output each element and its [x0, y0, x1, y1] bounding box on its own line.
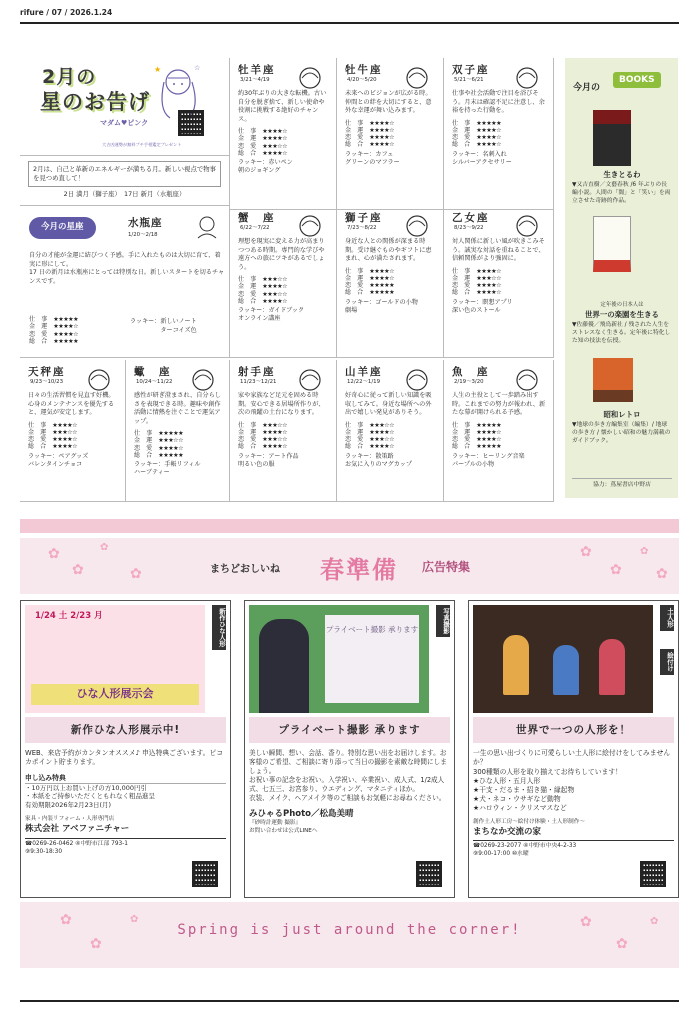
ad-2-biz: みひゃるPhoto／松島美晴 — [249, 808, 354, 819]
sign-lucky: ラッキー：アート作品 明るい色の服 — [238, 452, 299, 469]
intro-box — [20, 156, 230, 206]
sign-card — [230, 360, 337, 502]
sign-lucky: ラッキー：赤いペン 朝のジョギング — [238, 159, 293, 175]
book-1-desc: ▼又吉直樹／文藝春秋 /6 年ぶりの長編小説。人間の「闇」と「笑い」を両立させた奇跡的作品。 — [572, 182, 671, 204]
sign-card — [20, 360, 126, 502]
zodiac-icon — [290, 212, 330, 240]
ad-1-qr[interactable] — [192, 861, 218, 887]
sign-fortune: 仕 事 ★★★☆☆ 金 運 ★★★★☆ 恋 愛 ★★★☆☆ 総 合 ★★★★☆ — [238, 275, 288, 305]
sign-card — [337, 206, 444, 358]
ad-3-tag2: 絵付け — [660, 649, 674, 675]
sign-text: 身近な人との関係が深まる時期。受け継ぐものやギフトに恵まれ、心が満たされます。 — [345, 238, 432, 263]
ad-1-photo — [25, 605, 205, 713]
sign-text: 未来へのビジョンが広がる時。仲間との絆を大切にすると、意外な幸運が舞い込みます。 — [345, 90, 432, 115]
title-line1: 2月の — [42, 66, 97, 88]
intro-text: 2月は、自己と革新のエネルギーが満ちる月。新しい視点で物事を見つめ直して！ — [28, 161, 221, 187]
ad-1-photo-dates: 1/24 土 2/23 月 — [35, 611, 103, 621]
sign-dates: 9/23〜10/23 — [30, 379, 64, 386]
ad-3-title: 世界で一つの人形を！ — [473, 717, 674, 743]
sign-card — [126, 360, 230, 502]
book-3-title: 昭和レトロ — [603, 410, 641, 419]
author-name: マダム♥ピンク — [100, 119, 149, 127]
sign-card — [230, 58, 337, 210]
ad-1-title: 新作ひな人形展示中! — [25, 717, 226, 743]
banner-post: 広告特集 — [422, 560, 471, 574]
sign-text: 理想を現実に変える力が高まりつつある時期。専門的な学びや遠方への旅にツキがあるでしょう。 — [238, 238, 325, 271]
books-panel — [565, 58, 678, 498]
book-1-title: 生きとるわ — [603, 170, 641, 179]
zodiac-icon — [183, 366, 223, 394]
sign-dates: 2/19〜3/20 — [454, 379, 484, 386]
featured-fortune: 仕 事 ★★★★★ 金 運 ★★★★☆ 恋 愛 ★★★★☆ 総 合 ★★★★★ — [29, 316, 79, 345]
sign-text: 家や家族など足元を固める時期。安心できる居場所作りが、次の飛躍の土台になります。 — [238, 392, 325, 417]
ad-2-tel: お問い合わせは公式LINEへ — [249, 827, 318, 834]
sign-name: 獅子座 — [345, 212, 383, 224]
sign-dates: 8/23〜9/22 — [454, 225, 484, 232]
sign-lucky: ラッキー：ヒーリング音楽 パープルの小物 — [452, 452, 525, 469]
ad-3-biz: まちなか交流の家 — [473, 826, 542, 837]
sign-card — [230, 206, 337, 358]
ad-3-doll-a — [503, 635, 529, 695]
sign-lucky: ラッキー：ゴールドの小物 劇場 — [345, 298, 418, 315]
ad-doll[interactable] — [468, 600, 679, 898]
sign-dates: 11/23〜12/21 — [240, 379, 277, 386]
svg-text:☆: ☆ — [194, 64, 201, 72]
zodiac-icon — [507, 212, 547, 240]
ad-1-biz-small: 家具・内装リフォーム・人形専門店 — [25, 815, 115, 822]
featured-dates: 1/20〜2/18 — [128, 232, 158, 238]
zodiac-icon — [397, 64, 437, 92]
sign-fortune: 仕 事 ★★★★★ 金 運 ★★★★☆ 恋 愛 ★★★★☆ 総 合 ★★★★☆ — [452, 119, 502, 149]
footer-text: Spring is just around the corner! — [177, 922, 522, 938]
title-box — [20, 58, 230, 156]
sign-name: 魚 座 — [452, 366, 490, 378]
sign-name: 蠍 座 — [134, 366, 172, 378]
pink-band — [20, 519, 679, 533]
ad-3-doll-c — [599, 639, 625, 695]
ad-2-photo — [249, 605, 429, 713]
sign-text: 日々の生活習慣を見直す好機。心身のメンテナンスを優先すると、運気が安定します。 — [28, 392, 115, 417]
title-line2: 星のお告げ — [40, 90, 150, 114]
sign-text: 人生の主役として一歩踏み出す時。これまでの努力が報われ、新たな幕が開けられる予感。 — [452, 392, 546, 417]
zodiac-icon — [290, 366, 330, 394]
sign-fortune: 仕 事 ★★★★★ 金 運 ★★★☆☆ 恋 愛 ★★★★☆ 総 合 ★★★★★ — [134, 429, 184, 459]
sign-card — [444, 58, 554, 210]
sign-card — [337, 58, 444, 210]
sign-lucky: ラッキー：名刺入れ シルバーアクセサリー — [452, 150, 512, 167]
moon-dates: 2日 満月（獅子座） 17日 新月（水瓶座） — [63, 189, 186, 198]
spring-banner: ✿ ✿ ✿ ✿ ✿ ✿ ✿ ✿ まちどおしいね 春準備 広告特集 — [20, 538, 679, 594]
sign-dates: 4/20〜5/20 — [347, 77, 377, 84]
footer-rule — [20, 1000, 679, 1002]
sign-text: 仕事や社会活動で注目を浴びそう。月末は確認不足に注意し、余裕を持った行動を。 — [452, 90, 545, 115]
qr-code[interactable] — [178, 110, 204, 136]
zodiac-icon — [507, 64, 547, 92]
sign-name: 牡羊座 — [238, 64, 276, 76]
banner-pre: まちどおしいね — [210, 564, 280, 575]
zodiac-icon — [397, 212, 437, 240]
ad-3-tag: 土人形 — [660, 605, 674, 631]
sign-text: 感性が研ぎ澄まされ、自分らしさを表現できる時。趣味や創作活動に情熱を注ぐことで運気アップ。 — [134, 392, 221, 425]
books-credit: 協力：蔦屋書店中野店 — [572, 478, 672, 490]
ad-3-tel: ☎0269-23-2077 ④中野市中央4-2-33 ⑨9:00-17:00 ⑩水曜 — [473, 840, 674, 859]
sign-dates: 10/24〜11/22 — [136, 379, 173, 386]
sign-dates: 3/21〜4/19 — [240, 77, 270, 84]
ad-2-title: プライベート撮影 承ります — [249, 717, 450, 743]
ad-3-biz-small: 創作土人形工房〜絵付け体験・土人形制作〜 — [473, 819, 585, 826]
sign-name: 山羊座 — [345, 366, 383, 378]
zodiac-icon — [507, 366, 547, 394]
sign-text: 対人関係に新しい風が吹きこみそう。誠実な対話を重ねることで、信頼関係がより強固に。 — [452, 238, 545, 263]
banner-main: 春準備 — [320, 556, 398, 584]
featured-text: 自分の才能が金運に結びつく予感。手に入れたものは大切に育て、着実に形にして。 17 日の新月は水瓶座にとっては特別な日。新しいスタートを切るチャンスです。 — [29, 252, 225, 286]
ad-2-photo-person — [259, 619, 309, 713]
ad-2-photo-caption: プライベート撮影 承ります — [325, 615, 419, 703]
ad-photo[interactable] — [244, 600, 455, 898]
zodiac-icon — [290, 64, 330, 92]
ad-1-text: WEB、来店予約がカンタンオススメ♪ 申込特典ございます。ピコカポイント貯まります。 — [25, 749, 224, 767]
ad-1-tag: 新作ひな人形 — [212, 605, 226, 650]
book-cover-3 — [593, 358, 633, 402]
sign-fortune: 仕 事 ★★★☆☆ 金 運 ★★★★☆ 恋 愛 ★★★☆☆ 総 合 ★★★★☆ — [238, 421, 288, 451]
sign-lucky: ラッキー：カフェ グリーンのマフラー — [345, 150, 400, 167]
sign-dates: 12/22〜1/19 — [347, 379, 381, 386]
sign-name: 射手座 — [238, 366, 276, 378]
sign-dates: 7/23〜8/22 — [347, 225, 377, 232]
zodiac-icon — [397, 366, 437, 394]
sign-name: 牡牛座 — [345, 64, 383, 76]
ad-2-biz-small: 『砂時計運動 撮影』 — [249, 819, 302, 826]
ad-1-tel: ☎0269-26-0462 ④中野市江部 793-1 ⑨9:30-18:30 — [25, 838, 226, 857]
promo-text: 大吉凶運勢が無料プチ手相鑑定プレゼント — [102, 142, 182, 147]
featured-badge: 今月の星座 — [29, 217, 96, 239]
sign-fortune: 仕 事 ★★★★☆ 金 運 ★★★★☆ 恋 愛 ★★★★☆ 総 合 ★★★★☆ — [345, 119, 395, 149]
books-title-a: 今月の — [573, 83, 601, 93]
sign-fortune: 仕 事 ★★★★★ 金 運 ★★★★☆ 恋 愛 ★★★★☆ 総 合 ★★★★★ — [452, 421, 502, 451]
ad-1-photo-caption: ひな人形展示会 — [31, 684, 199, 705]
sign-card — [337, 360, 444, 502]
featured-sign — [20, 206, 230, 358]
ad-hina[interactable] — [20, 600, 231, 898]
ad-2-text: 美しい瞬間、想い、会話、香り。特別な思い出をお届けします。お客様のご希望、ご相談に寄り添って当日の撮影を素敵な時間にしましょう。 お祝い事の記念をお祝い。入学祝い、卒業祝い、成人式、1/2成人式、七五三、お宮参り、ウエディング、マタニティほか。 衣装、メイク、ヘアメイク等のご相談もお気軽にお尋ねください。 — [249, 749, 447, 802]
books-title-b: BOOKS — [613, 72, 661, 88]
ad-2-qr[interactable] — [416, 861, 442, 887]
ad-3-text: 一生の思い出づくりに可愛らしい土人形に絵付けをしてみませんか？ 300種類の人形を取り揃えてお待ちしています！ ★ひな人形・五月人形 ★干支・だるま・招き猫・縁起物 ★犬・ネコ・ウサギなど動物 ★ハロウィン・クリスマスなど — [473, 749, 671, 813]
sign-name: 天秤座 — [28, 366, 66, 378]
ad-2-tag: 写真撮影 — [436, 605, 450, 637]
sign-fortune: 仕 事 ★★★★☆ 金 運 ★★★☆☆ 恋 愛 ★★★★☆ 総 合 ★★★★☆ — [452, 267, 502, 297]
featured-lucky: ラッキー：新しいノート ターコイズ色 — [130, 318, 197, 334]
ad-1-biz: 株式会社 アベファニチャー — [25, 823, 130, 834]
sign-name: 蟹 座 — [238, 212, 276, 224]
ad-1-list: ・10万円以上お買い上げの方10,000円引 ・本紙をご持参いただくともれなく粗品進呈 有効期限2026年2月23日(月) — [25, 783, 155, 810]
book-2-sub: 定年後の日本人は — [600, 302, 644, 308]
ad-3-photo — [473, 605, 653, 713]
sign-fortune: 仕 事 ★★★★☆ 金 運 ★★★★☆ 恋 愛 ★★★☆☆ 総 合 ★★★★☆ — [238, 127, 288, 157]
sign-name: 双子座 — [452, 64, 490, 76]
sign-dates: 5/21〜6/21 — [454, 77, 484, 84]
book-3-desc: ▼地球の歩き方編集室（編集）/ 地球の歩き方 / 懐かしい昭和の魅力満載のガイドブック。 — [572, 422, 671, 444]
book-2-desc: ▼佐藤優／飛鳥新社 / 残された人生をストレスなく生きる。定年後に特化した知の技法を伝授。 — [572, 322, 671, 344]
sign-fortune: 仕 事 ★★★☆☆ 金 運 ★★★★☆ 恋 愛 ★★★☆☆ 総 合 ★★★★☆ — [345, 421, 395, 451]
aquarius-icon — [190, 212, 224, 244]
header-rule — [20, 22, 679, 24]
zodiac-icon — [79, 366, 119, 394]
sign-name: 乙女座 — [452, 212, 490, 224]
sign-fortune: 仕 事 ★★★★☆ 金 運 ★★★★☆ 恋 愛 ★★★★★ 総 合 ★★★★★ — [345, 267, 395, 297]
sign-text: 約30年ぶりの大きな転機。古い自分を脱ぎ捨て、新しい使命や役割に挑戦する絶好のチャンス。 — [238, 90, 327, 123]
sign-lucky: ラッキー：散策路 お気に入りのマグカップ — [345, 452, 412, 469]
featured-name: 水瓶座 — [128, 217, 163, 229]
sign-dates: 6/22〜7/22 — [240, 225, 270, 232]
sign-lucky: ラッキー：瞑想アプリ 深い色のストール — [452, 298, 513, 315]
sign-lucky: ラッキー：ガイドブック オンライン講座 — [238, 307, 305, 323]
book-2-title: 世界一の楽園を生きる — [585, 310, 659, 319]
sign-lucky: ラッキー：手帳リフィル ハーブティー — [134, 461, 201, 477]
sign-card — [444, 360, 554, 502]
book-cover-2 — [593, 216, 631, 272]
issue-header: rifure / 07 / 2026.1.24 — [20, 8, 113, 17]
book-cover-1 — [593, 110, 631, 166]
ad-1-subhead: 申し込み特典 — [25, 774, 226, 784]
svg-text:★: ★ — [154, 65, 162, 74]
sign-fortune: 仕 事 ★★★★☆ 金 運 ★★★☆☆ 恋 愛 ★★★★☆ 総 合 ★★★★☆ — [28, 421, 78, 451]
ad-3-qr[interactable] — [640, 861, 666, 887]
footer-band: ✿ ✿ ✿ ✿ ✿ ✿ Spring is just around the corner! — [20, 902, 679, 968]
sign-text: 好奇心に従って新しい知識を吸収してみて。身近な場所への外出で嬉しい発見がありそう。 — [345, 392, 432, 417]
sign-card — [444, 206, 554, 358]
sign-lucky: ラッキー：ペアグッズ バレンタインチョコ — [28, 452, 89, 469]
ad-3-doll-b — [553, 645, 579, 695]
